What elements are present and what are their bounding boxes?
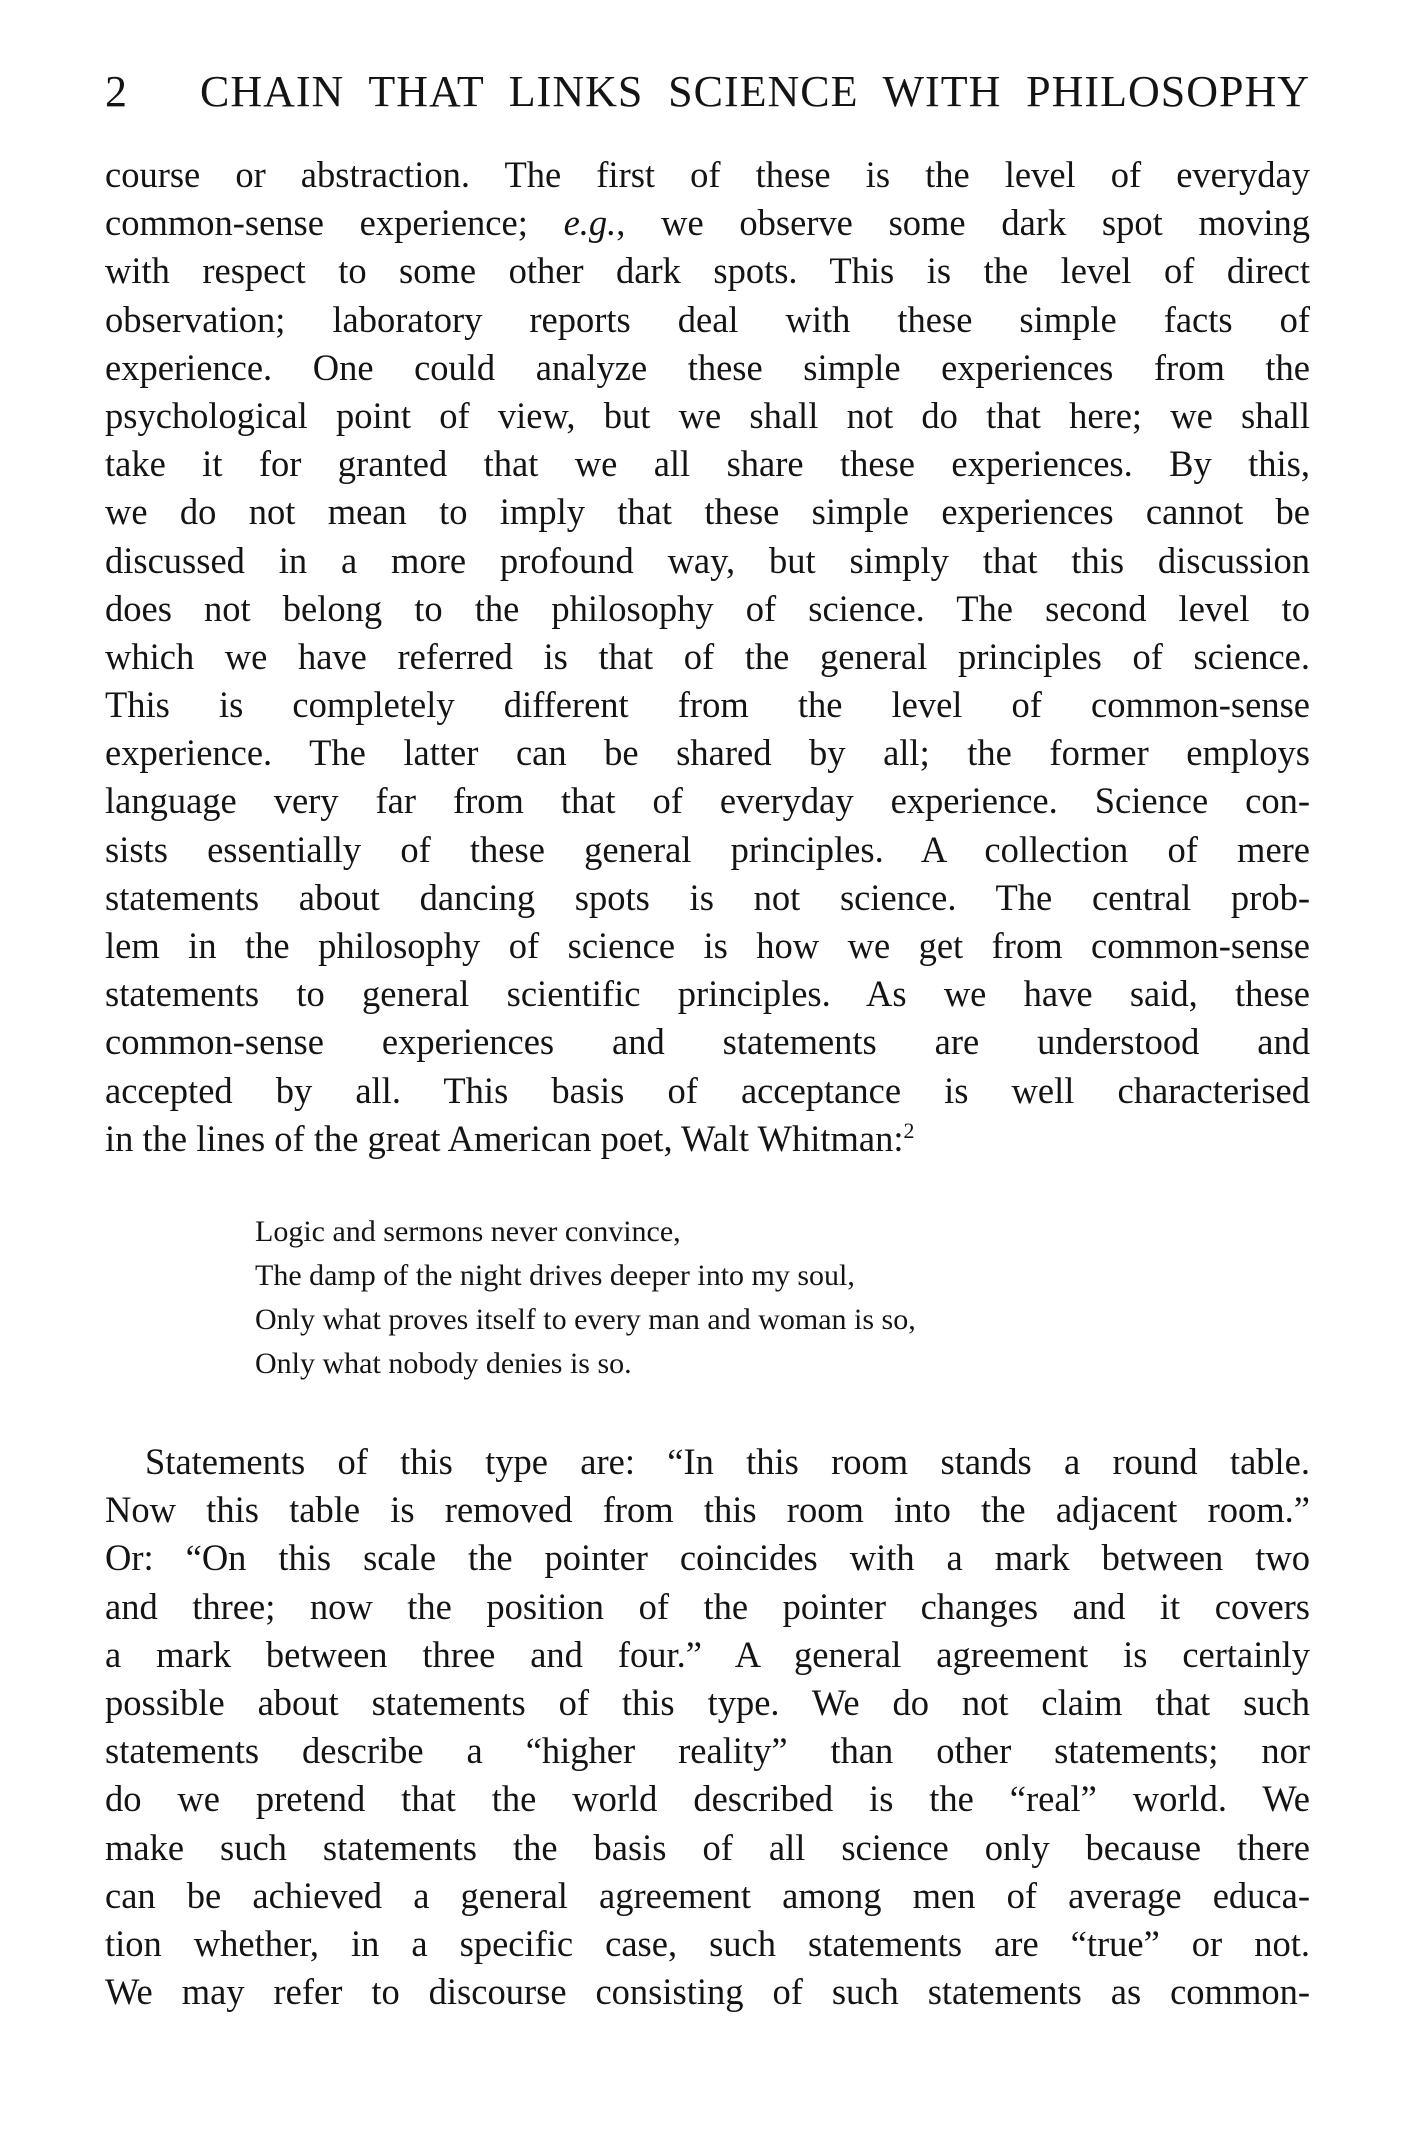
page-number: 2	[105, 67, 128, 116]
text-line: observation; laboratory reports deal with these simple facts of	[105, 298, 1310, 340]
text-line: experience. The latter can be shared by all; the former employs	[105, 732, 1310, 774]
text-line: lem in the philosophy of science is how we get from common-sense	[105, 925, 1310, 966]
text-line	[105, 1115, 1310, 1163]
text-line: common-sense experience; e.g., we observe some dark spot moving	[105, 202, 1310, 244]
text-line: can be achieved a general agreement among men of average educa-	[105, 1874, 1310, 1916]
text-line: tion whether, in a specific case, such statements are “true” or not.	[105, 1922, 1310, 1964]
text-line: statements about dancing spots is not science. The central prob-	[105, 876, 1310, 918]
text-line: Now this table is removed from this room into the adjacent room.”	[105, 1489, 1310, 1531]
text-line: and three; now the position of the pointer changes and it covers	[105, 1585, 1310, 1627]
text-line: possible about statements of this type. We do not claim that such	[105, 1681, 1310, 1723]
text-line: psychological point of view, but we shall not do that here; we shall	[105, 394, 1310, 436]
running-header	[105, 62, 1310, 122]
text-line: we do not mean to imply that these simple experiences cannot be	[105, 491, 1310, 533]
poem-line: The damp of the night drives deeper into my soul,	[255, 1259, 855, 1292]
text-line: Statements of this type are: “In this room stands a round table.	[145, 1441, 1310, 1482]
text-line: make such statements the basis of all science only because there	[105, 1826, 1310, 1868]
text-line: do we pretend that the world described is the “real” world. We	[105, 1778, 1310, 1820]
poem-line: Only what nobody denies is so.	[255, 1347, 632, 1380]
paragraph-common-sense-statements	[105, 1438, 1310, 2016]
text-line: course or abstraction. The first of these is the level of everyday	[105, 154, 1310, 195]
text-line: discussed in a more profound way, but simply that this discussion	[105, 539, 1310, 581]
text-line: This is completely different from the level of common-sense	[105, 684, 1310, 726]
text-line-content: in the lines of the great American poet, Walt Whitman:	[105, 1117, 904, 1159]
text-line: does not belong to the philosophy of science. The second level to	[105, 587, 1310, 629]
text-line: statements describe a “higher reality” than other statements; nor	[105, 1730, 1310, 1772]
poem-line: Logic and sermons never convince,	[255, 1215, 681, 1248]
text-line: with respect to some other dark spots. This is the level of direct	[105, 250, 1310, 292]
poem-line: Only what proves itself to every man and woman is so,	[255, 1303, 916, 1336]
footnote-reference: 2	[903, 1117, 915, 1143]
text-line: experience. One could analyze these simple experiences from the	[105, 346, 1310, 388]
text-line: a mark between three and four.” A general agreement is certainly	[105, 1633, 1310, 1675]
text-line: accepted by all. This basis of acceptance is well characterised	[105, 1069, 1310, 1111]
text-line: take it for granted that we all share these experiences. By this,	[105, 443, 1310, 485]
text-line: which we have referred is that of the general principles of science.	[105, 635, 1310, 677]
paragraph-abstraction-levels	[105, 151, 1310, 1163]
text-line: language very far from that of everyday experience. Science con-	[105, 780, 1310, 822]
text-line: statements to general scientific principles. As we have said, these	[105, 973, 1310, 1015]
text-line: Or: “On this scale the pointer coincides with a mark between two	[105, 1537, 1310, 1579]
text-line: We may refer to discourse consisting of such statements as common-	[105, 1971, 1310, 2013]
running-title: CHAIN THAT LINKS SCIENCE WITH PHILOSOPHY	[200, 67, 1310, 116]
text-line: common-sense experiences and statements are understood and	[105, 1021, 1310, 1063]
text-line: sists essentially of these general principles. A collection of mere	[105, 828, 1310, 870]
whitman-quotation	[255, 1210, 1215, 1386]
